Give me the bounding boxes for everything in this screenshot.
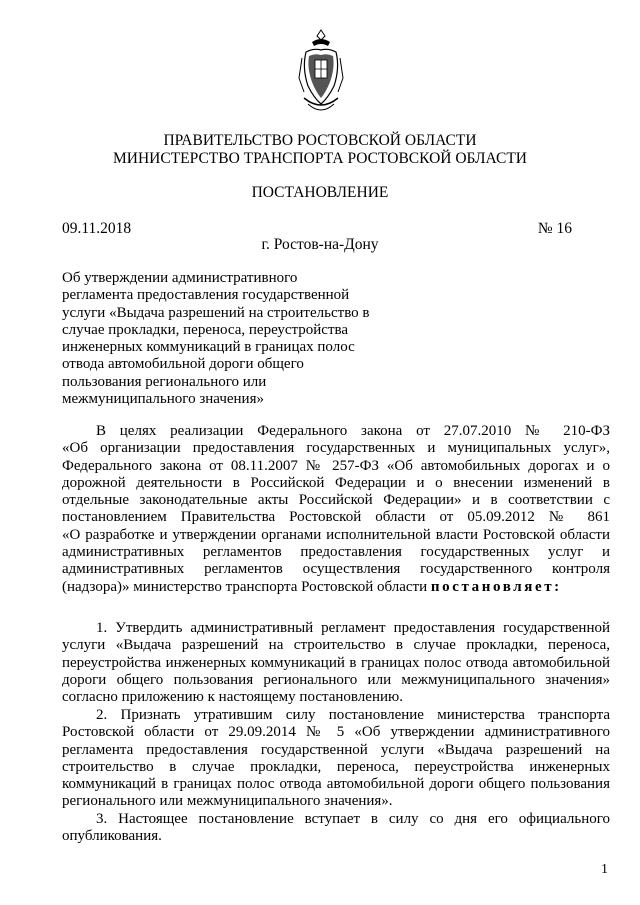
item-3-paragraph <box>62 811 610 846</box>
preamble-line: Федерального закона от 08.11.2007 № 257-ФЗ «Об автомобильных дорогах и о <box>62 457 610 474</box>
item-1-line: услуги «Выдача разрешений на строительство в случае прокладки, переноса, <box>62 637 610 654</box>
item-2-line: 2. Признать утратившим силу постановление министерства транспорта <box>96 707 610 723</box>
document-subject <box>62 270 382 408</box>
coat-of-arms-emblem <box>298 28 344 118</box>
item-2-line: строительство в случае прокладки, переноса, переустройства инженерных <box>62 758 610 775</box>
preamble-line: В целях реализации Федерального закона от 27.07.2010 № 210-ФЗ <box>96 423 610 439</box>
item-3-line: 3. Настоящее постановление вступает в силу со дня его официального <box>96 811 610 827</box>
decree-word: постановляет: <box>430 578 562 595</box>
item-2-paragraph <box>62 707 610 811</box>
government-title: ПРАВИТЕЛЬСТВО РОСТОВСКОЙ ОБЛАСТИ <box>163 132 477 149</box>
preamble-line: «О разработке и утверждении органами исполнительной власти Ростовской области <box>62 526 610 543</box>
preamble-paragraph <box>62 423 610 596</box>
item-2-line: Ростовской области от 29.09.2014 № 5 «Об утверждении административного <box>62 724 610 741</box>
subject-line: пользования регионального или <box>62 373 267 390</box>
item-2-line: коммуникаций в границах полос отвода автомобильной дороги общего пользования <box>62 776 610 793</box>
item-1-line: 1. Утвердить административный регламент предоставления государственной <box>96 620 610 636</box>
preamble-line: административных регламентов предоставления государственных услуг и <box>62 544 610 561</box>
item-3-line: опубликования. <box>62 828 162 845</box>
preamble-line: дорожной деятельности в Российской Федерации и о внесении изменений в <box>62 474 610 491</box>
subject-line: отвода автомобильной дороги общего <box>62 356 304 373</box>
document-date: 09.11.2018 <box>62 220 132 237</box>
document-city: г. Ростов-на-Дону <box>261 236 379 253</box>
subject-line: Об утверждении административного <box>62 270 298 286</box>
item-1-line: согласно приложению к настоящему постановлению. <box>62 689 403 706</box>
subject-line: случае прокладки, переноса, переустройства <box>62 321 349 338</box>
preamble-line: постановлением Правительства Ростовской области от 05.09.2012 № 861 <box>62 509 610 526</box>
subject-line: регламента предоставления государственной <box>62 287 350 304</box>
preamble-line: административных регламентов осуществления государственного контроля <box>62 561 610 578</box>
subject-line: инженерных коммуникаций в границах полос <box>62 339 355 356</box>
ministry-title: МИНИСТЕРСТВО ТРАНСПОРТА РОСТОВСКОЙ ОБЛАСТИ <box>113 150 527 167</box>
item-1-line: переустройства инженерных коммуникаций в границах полос отвода автомобильной <box>62 654 610 671</box>
preamble-line: отдельные законодательные акты Российской Федерации» и в соответствии с <box>62 492 610 509</box>
item-1-paragraph <box>62 620 610 706</box>
document-type: ПОСТАНОВЛЕНИЕ <box>251 184 389 201</box>
preamble-line: «Об организации предоставления государственных и муниципальных услуг», <box>62 440 610 457</box>
preamble-text: (надзора)» министерство транспорта Ростовской области <box>62 578 431 595</box>
item-1-line: дороги общего пользования регионального или межмуниципального значения» <box>62 671 610 688</box>
preamble-last-line <box>62 579 610 596</box>
document-number: № 16 <box>537 220 572 237</box>
item-2-line: регламента предоставления государственной услуги «Выдача разрешений на <box>62 741 610 758</box>
page-number: 1 <box>601 862 608 877</box>
subject-line: межмуниципального значения» <box>62 391 264 408</box>
subject-line: услуги «Выдача разрешений на строительство в <box>62 304 370 321</box>
item-2-line: регионального или межмуниципального значения». <box>62 793 393 810</box>
